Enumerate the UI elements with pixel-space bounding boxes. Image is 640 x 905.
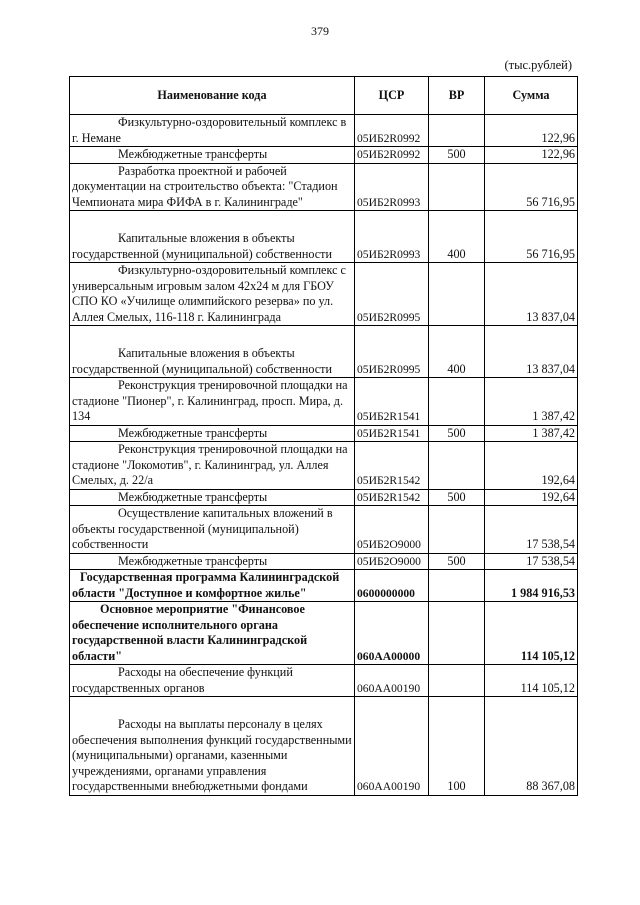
- row-name: Расходы на обеспечение функций государственных органов: [70, 665, 355, 697]
- table-row: [70, 489, 578, 506]
- table-row: [70, 506, 578, 554]
- row-csr: 05ИБ2О9000: [355, 553, 429, 570]
- row-vr: [429, 602, 485, 665]
- row-name: Осуществление капитальных вложений в объекты государственной (муниципальной) собственности: [70, 506, 355, 554]
- row-csr: 060АА00190: [355, 665, 429, 697]
- table-row: [70, 665, 578, 697]
- table-row: [70, 211, 578, 263]
- row-sum: 1 387,42: [485, 378, 578, 426]
- table-header-row: [70, 77, 578, 115]
- table-row: [70, 442, 578, 490]
- table-row: [70, 570, 578, 602]
- row-vr: 100: [429, 697, 485, 796]
- row-csr: 05ИБ2R0995: [355, 263, 429, 326]
- row-name: Государственная программа Калининградской области "Доступное и комфортное жилье": [70, 570, 355, 602]
- row-vr: [429, 506, 485, 554]
- row-name: Межбюджетные трансферты: [70, 553, 355, 570]
- row-vr: 500: [429, 489, 485, 506]
- row-vr: [429, 163, 485, 211]
- table-row: [70, 263, 578, 326]
- row-sum: 192,64: [485, 489, 578, 506]
- row-csr: 05ИБ2R1541: [355, 425, 429, 442]
- table-row: [70, 697, 578, 796]
- row-csr: 060АА00000: [355, 602, 429, 665]
- row-sum: 122,96: [485, 147, 578, 164]
- row-sum: 122,96: [485, 115, 578, 147]
- row-name: Капитальные вложения в объекты государственной (муниципальной) собственности: [70, 326, 355, 378]
- table-row: [70, 602, 578, 665]
- row-name: Капитальные вложения в объекты государственной (муниципальной) собственности: [70, 211, 355, 263]
- table-row: [70, 378, 578, 426]
- page-number: 379: [311, 24, 329, 38]
- header-csr: ЦСР: [355, 77, 429, 115]
- header-vr: ВР: [429, 77, 485, 115]
- row-name: Межбюджетные трансферты: [70, 425, 355, 442]
- row-vr: [429, 263, 485, 326]
- row-name: Межбюджетные трансферты: [70, 489, 355, 506]
- row-csr: 05ИБ2R0995: [355, 326, 429, 378]
- row-vr: [429, 115, 485, 147]
- row-csr: 060АА00190: [355, 697, 429, 796]
- row-name: Реконструкция тренировочной площадки на стадионе "Пионер", г. Калининград, просп. Мира, д. 134: [70, 378, 355, 426]
- row-sum: 56 716,95: [485, 163, 578, 211]
- row-sum: 192,64: [485, 442, 578, 490]
- units-label: (тыс.рублей): [504, 58, 572, 72]
- row-name: Разработка проектной и рабочей документации на строительство объекта: "Стадион Чемпионата мира ФИФА в г. Калининграде": [70, 163, 355, 211]
- header-name: Наименование кода: [70, 77, 355, 115]
- row-name: Расходы на выплаты персоналу в целях обеспечения выполнения функций государственными (муниципальными) органами, казенными учреждениями, органами управления государственными внебюджетными фондами: [70, 697, 355, 796]
- row-csr: 0600000000: [355, 570, 429, 602]
- row-sum: 56 716,95: [485, 211, 578, 263]
- table-row: [70, 163, 578, 211]
- row-vr: 400: [429, 211, 485, 263]
- row-csr: 05ИБ2R1541: [355, 378, 429, 426]
- row-sum: 13 837,04: [485, 326, 578, 378]
- row-sum: 17 538,54: [485, 506, 578, 554]
- row-sum: 17 538,54: [485, 553, 578, 570]
- budget-table: [69, 76, 578, 796]
- row-sum: 114 105,12: [485, 665, 578, 697]
- row-name: Физкультурно-оздоровительный комплекс в г. Немане: [70, 115, 355, 147]
- table-row: [70, 553, 578, 570]
- table-row: [70, 425, 578, 442]
- row-sum: 88 367,08: [485, 697, 578, 796]
- row-csr: 05ИБ2R0993: [355, 163, 429, 211]
- table-row: [70, 115, 578, 147]
- row-vr: [429, 665, 485, 697]
- row-sum: 1 984 916,53: [485, 570, 578, 602]
- row-vr: [429, 378, 485, 426]
- row-name: Основное мероприятие "Финансовое обеспечение исполнительного органа государственной власти Калининградской области": [70, 602, 355, 665]
- header-sum: Сумма: [485, 77, 578, 115]
- row-vr: 500: [429, 425, 485, 442]
- row-name: Межбюджетные трансферты: [70, 147, 355, 164]
- row-csr: 05ИБ2R0992: [355, 115, 429, 147]
- row-csr: 05ИБ2R1542: [355, 442, 429, 490]
- row-vr: [429, 570, 485, 602]
- row-csr: 05ИБ2R0993: [355, 211, 429, 263]
- table-row: [70, 326, 578, 378]
- row-sum: 114 105,12: [485, 602, 578, 665]
- row-vr: [429, 442, 485, 490]
- row-vr: 400: [429, 326, 485, 378]
- row-name: Реконструкция тренировочной площадки на стадионе "Локомотив", г. Калининград, ул. Аллея Смелых, д. 22/а: [70, 442, 355, 490]
- row-csr: 05ИБ2R0992: [355, 147, 429, 164]
- row-csr: 05ИБ2R1542: [355, 489, 429, 506]
- row-vr: 500: [429, 147, 485, 164]
- row-sum: 1 387,42: [485, 425, 578, 442]
- row-vr: 500: [429, 553, 485, 570]
- row-sum: 13 837,04: [485, 263, 578, 326]
- row-csr: 05ИБ2О9000: [355, 506, 429, 554]
- table-row: [70, 147, 578, 164]
- row-name: Физкультурно-оздоровительный комплекс с универсальным игровым залом 42х24 м для ГБОУ СПО КО «Училище олимпийского резерва» по ул. Аллея Смелых, 116-118 г. Калининграда: [70, 263, 355, 326]
